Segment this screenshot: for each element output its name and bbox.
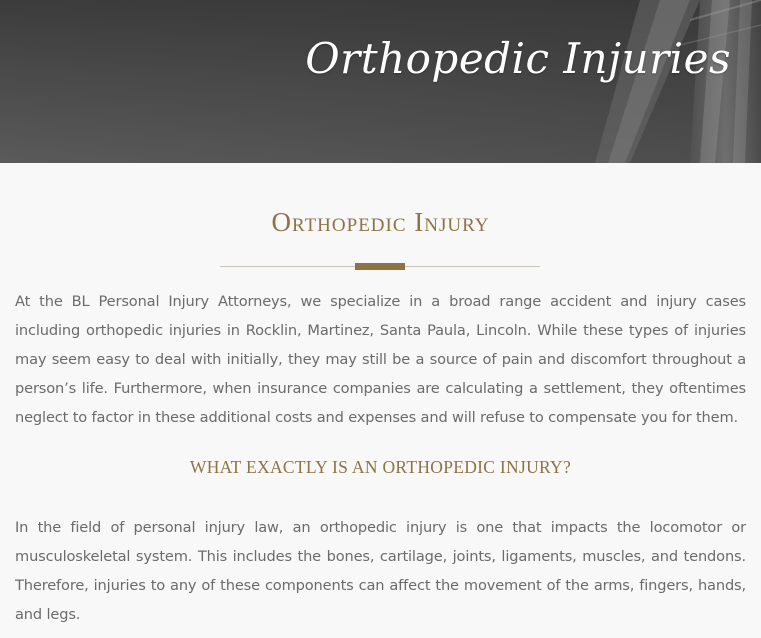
definition-paragraph: In the field of personal injury law, an orthopedic injury is one that impacts the locomotor or musculoskeletal system. This includes the bones, cartilage, joints, ligaments, muscles, and tendons. Therefore, injuries to any of these components can affect the movement of the arms, fingers, hands, and legs.	[15, 519, 746, 623]
hero-banner	[0, 0, 761, 163]
intro-paragraph: At the BL Personal Injury Attorneys, we specialize in a broad range accident and injury cases including orthopedic injuries in Rocklin, Martinez, Santa Paula, Lincoln. While these types of injuries may seem easy to deal with initially, they may still be a source of pain and discomfort throughout a person’s life. Furthermore, when insurance companies are calculating a settlement, they oftentimes neglect to factor in these additional costs and expenses and will refuse to compensate you for them.	[15, 293, 746, 426]
page-title: Orthopedic Injuries	[305, 34, 731, 83]
subheading: WHAT EXACTLY IS AN ORTHOPEDIC INJURY?	[189, 457, 572, 477]
main-content	[0, 163, 761, 638]
section-title: Orthopedic Injury	[271, 207, 490, 237]
title-divider-accent	[355, 263, 405, 270]
